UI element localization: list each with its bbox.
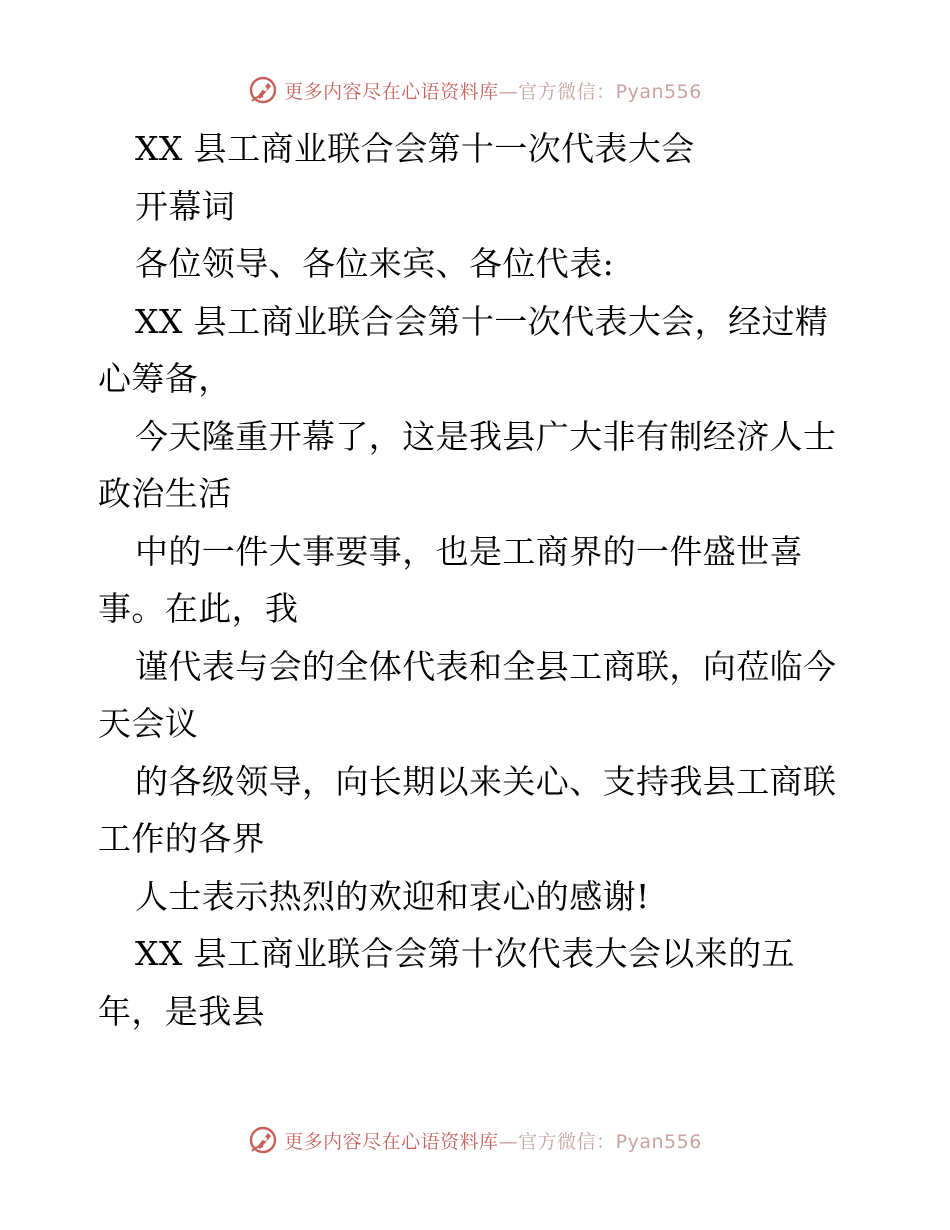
paragraph-line: 天会议 xyxy=(98,704,199,743)
document-subtitle: 开幕词 xyxy=(135,186,236,226)
paragraph-line: 政治生活 xyxy=(98,474,232,513)
paragraph-line: 事。在此，我 xyxy=(98,589,299,628)
paragraph-line: 工作的各界 xyxy=(98,819,265,858)
paragraph-line: 年，是我县 xyxy=(98,991,265,1031)
paragraph-line: 中的一件大事要事，也是工商界的一件盛世喜 xyxy=(135,531,803,571)
paragraph-line: 今天隆重开幕了，这是我县广大非有制经济人士 xyxy=(135,416,837,456)
header-watermark-banner xyxy=(0,70,950,110)
document-body xyxy=(98,120,858,1040)
pen-nib-circle-icon xyxy=(248,75,278,105)
paragraph-line: 的各级领导，向长期以来关心、支持我县工商联 xyxy=(135,761,837,801)
footer-watermark-banner xyxy=(0,1120,950,1160)
paragraph-line: XX 县工商业联合会第十一次代表大会，经过精 xyxy=(135,301,829,341)
paragraph-line: 心筹备， xyxy=(98,359,232,398)
watermark-text: 更多内容尽在心语资料库—官方微信：Pyan556 xyxy=(284,80,702,103)
paragraph-line: 人士表示热烈的欢迎和衷心的感谢! xyxy=(135,876,650,916)
paragraph-line: XX 县工商业联合会第十次代表大会以来的五 xyxy=(135,934,795,973)
watermark-text: 更多内容尽在心语资料库—官方微信：Pyan556 xyxy=(284,1130,702,1153)
paragraph-line: 谨代表与会的全体代表和全县工商联，向莅临今 xyxy=(135,646,837,686)
document-title: XX 县工商业联合会第十一次代表大会 xyxy=(135,129,695,168)
salutation: 各位领导、各位来宾、各位代表: xyxy=(135,244,615,283)
pen-nib-circle-icon xyxy=(248,1125,278,1155)
